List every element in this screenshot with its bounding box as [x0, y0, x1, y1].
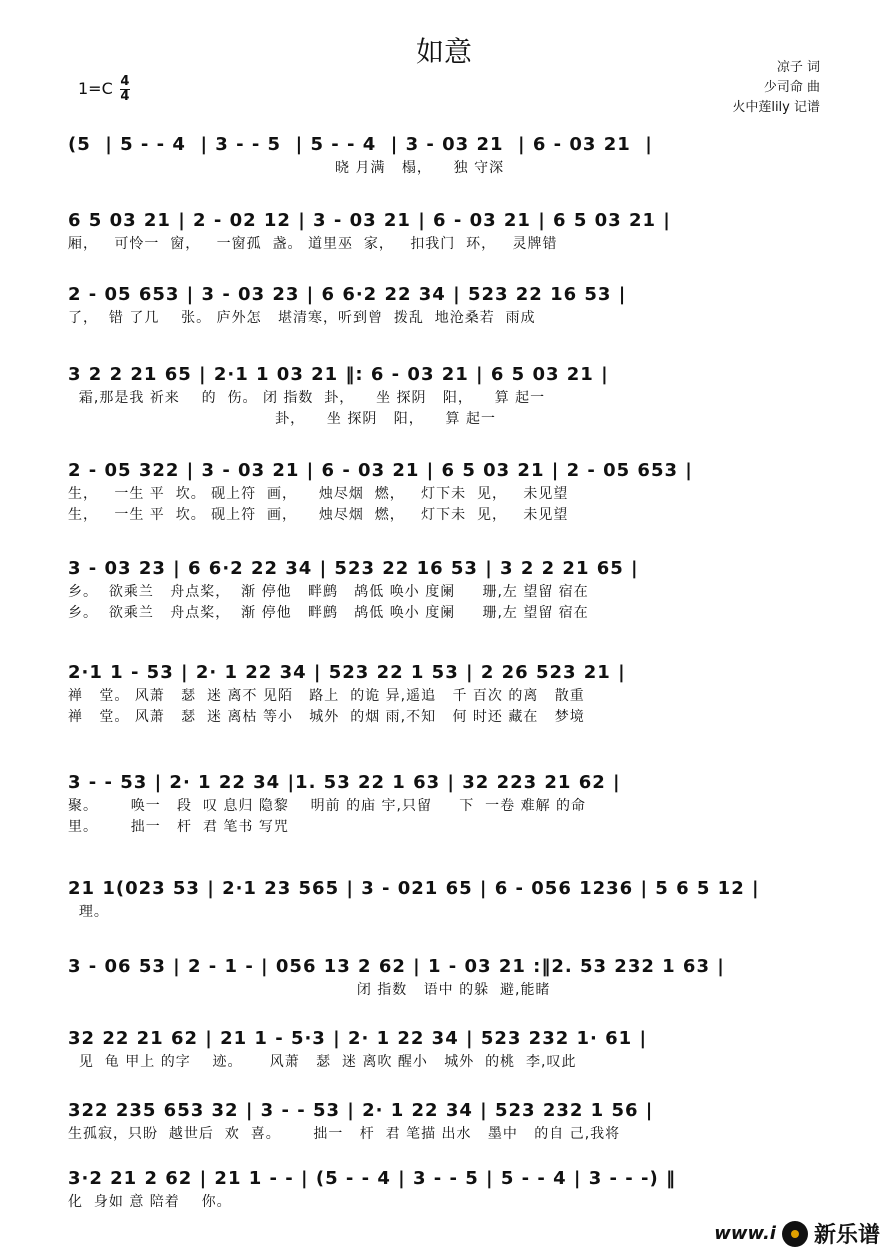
time-signature	[120, 75, 130, 104]
score-system-6	[68, 556, 834, 624]
key-prefix: 1=C	[78, 79, 113, 98]
time-top: 4	[120, 74, 130, 89]
notation-line: 3 - 03 23 | 6 6·2 22 34 | 523 22 16 53 | 3 2 2 21 65 |	[68, 558, 639, 579]
lyric-line: 生孤寂，只盼 越世后 欢 喜。 拙一 杆 君 笔描 出水 墨中 的自 己,我将	[68, 1126, 621, 1142]
lyric-line: 化 身如 意 陪着 你。	[68, 1194, 232, 1210]
score-system-12	[68, 1098, 834, 1145]
lyric-line: 理。	[68, 904, 109, 920]
song-title: 如意	[415, 35, 472, 68]
notation-line: 322 235 653 32 | 3 - - 53 | 2· 1 22 34 | 523 232 1 56 |	[68, 1100, 654, 1121]
notation-line: 2·1 1 - 53 | 2· 1 22 34 | 523 22 1 53 | 2 26 523 21 |	[68, 662, 626, 683]
transcriber-credit: 火中莲lily 记谱	[732, 100, 820, 115]
lyric-line: 闭 指数 语中 的躲 避,能睹	[68, 982, 551, 998]
lyric-line: 聚。 唤一 段 叹 息归 隐黎 明前 的庙 宇,只留 下 一卷 难解 的命	[68, 798, 587, 814]
notation-line: 2 - 05 322 | 3 - 03 21 | 6 - 03 21 | 6 5 03 21 | 2 - 05 653 |	[68, 460, 693, 481]
lyric-line: 晓 月满 榻， 独 守深	[68, 160, 505, 176]
score-system-8	[68, 770, 834, 838]
record-disc-icon	[782, 1221, 808, 1247]
notation-line: 3 - - 53 | 2· 1 22 34 |1. 53 22 1 63 | 32 223 21 62 |	[68, 772, 621, 793]
lyric-line: 生， 一生 平 坎。 砚上符 画， 烛尽烟 燃， 灯下未 见， 未见望	[68, 507, 569, 523]
lyric-line: 乡。 欲乘兰 舟点桨， 渐 停他 畔鹧 鸪低 唤小 度阑 珊,左 望留 宿在	[68, 605, 589, 621]
composer-credit: 少司命 曲	[763, 80, 820, 95]
lyric-line: 生， 一生 平 坎。 砚上符 画， 烛尽烟 燃， 灯下未 见， 未见望	[68, 486, 569, 502]
notation-line: 2 - 05 653 | 3 - 03 23 | 6 6·2 22 34 | 523 22 16 53 |	[68, 284, 627, 305]
lyric-line: 卦， 坐 探阴 阳， 算 起一	[68, 411, 496, 427]
score-system-1	[68, 132, 834, 179]
notation-line: (5 | 5 - - 4 | 3 - - 5 | 5 - - 4 | 3 - 03 21 | 6 - 03 21 |	[68, 134, 653, 155]
watermark-url: www.i	[714, 1223, 776, 1244]
lyric-line: 厢， 可怜一 窗， 一窗孤 盏。 道里巫 家， 扣我门 环， 灵牌错	[68, 236, 558, 252]
score-system-10	[68, 954, 834, 1001]
lyric-line: 乡。 欲乘兰 舟点桨， 渐 停他 畔鹧 鸪低 唤小 度阑 珊,左 望留 宿在	[68, 584, 589, 600]
key-signature	[78, 75, 130, 104]
lyric-line: 禅 堂。 风萧 瑟 迷 离不 见陌 路上 的诡 异,遥追 千 百次 的离 散重	[68, 688, 585, 704]
score-system-7	[68, 660, 834, 728]
score-system-11	[68, 1026, 834, 1073]
notation-line: 21 1(023 53 | 2·1 23 565 | 3 - 021 65 | 6 - 056 1236 | 5 6 5 12 |	[68, 878, 760, 899]
notation-line: 3 - 06 53 | 2 - 1 - | 056 13 2 62 | 1 - 03 21 :‖2. 53 232 1 63 |	[68, 956, 725, 977]
score-system-9	[68, 876, 834, 923]
lyric-line: 见 龟 甲上 的字 迹。 风萧 瑟 迷 离吹 醒小 城外 的桃 李,叹此	[68, 1054, 577, 1070]
watermark-brand: 新乐谱	[813, 1223, 880, 1248]
score-system-13	[68, 1166, 834, 1213]
score-system-3	[68, 282, 834, 329]
lyric-line: 里。 拙一 杆 君 笔书 写咒	[68, 819, 289, 835]
notation-line: 32 22 21 62 | 21 1 - 5·3 | 2· 1 22 34 | 523 232 1· 61 |	[68, 1028, 648, 1049]
time-bottom: 4	[120, 89, 130, 104]
lyric-line: 霜,那是我 祈来 的 伤。 闭 指数 卦， 坐 探阴 阳， 算 起一	[68, 390, 546, 406]
site-watermark	[714, 1218, 880, 1249]
lyric-line: 了， 错 了几 张。 庐外怎 堪清寒，听到曾 拨乱 地沧桑若 雨成	[68, 310, 536, 326]
credits	[732, 58, 820, 118]
notation-line: 3 2 2 21 65 | 2·1 1 03 21 ‖: 6 - 03 21 | 6 5 03 21 |	[68, 364, 609, 385]
score-system-2	[68, 208, 834, 255]
notation-line: 6 5 03 21 | 2 - 02 12 | 3 - 03 21 | 6 - 03 21 | 6 5 03 21 |	[68, 210, 671, 231]
score-system-5	[68, 458, 834, 526]
score-system-4	[68, 362, 834, 430]
lyric-line: 禅 堂。 风萧 瑟 迷 离枯 等小 城外 的烟 雨,不知 何 时还 藏在 梦境	[68, 709, 585, 725]
notation-line: 3·2 21 2 62 | 21 1 - - | (5 - - 4 | 3 - - 5 | 5 - - 4 | 3 - - -) ‖	[68, 1168, 676, 1189]
lyricist-credit: 凉子 词	[776, 60, 820, 75]
